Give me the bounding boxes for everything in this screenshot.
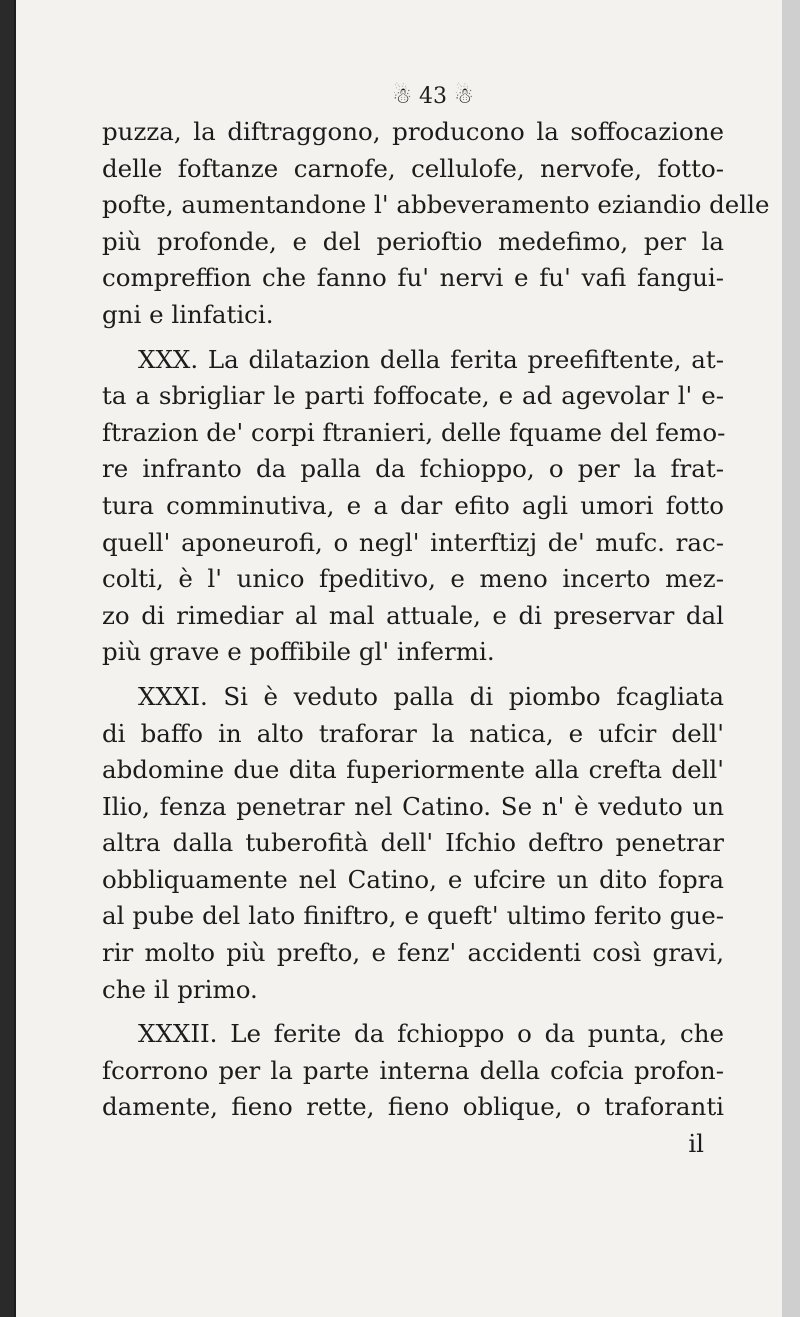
text-line: delle foftanze carnofe, cellulofe, nervofe, fotto- (102, 153, 724, 183)
text-line: fcorrono per la parte interna della cofcia profon- (102, 1055, 724, 1085)
page-text-block (102, 80, 770, 1163)
text-line: puzza, la diftraggono, producono la soffocazione (102, 117, 724, 146)
text-line: colti, è l' unico fpeditivo, e meno incerto mez- (102, 564, 724, 594)
text-line: più profonde, e del perioftio medefimo, per la (102, 226, 724, 256)
text-line: di baffo in alto traforar la natica, e ufcir dell' (102, 718, 724, 748)
book-gutter-shadow (0, 0, 14, 1317)
paragraph-gap (102, 671, 724, 679)
text-line: zo di rimediar al mal attuale, e di preservar dal (102, 600, 724, 630)
text-line: XXXII. Le ferite da fchioppo o da punta, che (138, 1019, 724, 1049)
text-line: altra dalla tuberofità dell' Ifchio deftro penetrar (102, 828, 724, 858)
text-line: pofte, aumentandone l' abbeveramento eziandio delle (102, 190, 770, 220)
catchword: il (688, 1129, 704, 1159)
text-line: che il primo. (102, 974, 258, 1004)
text-line: rir molto più prefto, e fenz' accidenti così gravi, (102, 938, 724, 968)
text-line: ftrazion de' corpi ftranieri, delle fquame del femo- (102, 417, 726, 447)
text-line: quell' aponeurofi, o negl' interftizj de' mufc. rac- (102, 527, 724, 557)
text-line: obbliquamente nel Catino, e ufcire un dito fopra (102, 864, 724, 894)
text-line: al pube del lato finiftro, e queft' ultimo ferito gue- (102, 901, 724, 931)
paragraph-gap (102, 1008, 724, 1016)
text-line: damente, fieno rette, fieno oblique, o traforanti (102, 1092, 724, 1122)
text-line: più grave e poffibile gl' infermi. (102, 637, 495, 667)
text-lines (102, 114, 770, 1126)
text-line: XXX. La dilatazion della ferita preefiftente, at- (138, 344, 724, 374)
page-edge-background (782, 0, 800, 1317)
text-line: Ilio, fenza penetrar nel Catino. Se n' è veduto un (102, 791, 724, 821)
text-line: abdomine due dita fuperiormente alla crefta dell' (102, 755, 724, 785)
text-line: tura comminutiva, e a dar efito agli umori fotto (102, 490, 724, 520)
text-line: ta a sbrigliar le parti foffocate, e ad agevolar l' e- (102, 381, 724, 411)
page-header-number: ☃ 43 ☃ (392, 84, 474, 109)
book-page (14, 0, 782, 1317)
text-line: re infranto da palla da fchioppo, o per la frat- (102, 454, 724, 484)
text-line: gni e linfatici. (102, 299, 274, 329)
text-line: XXXI. Si è veduto palla di piombo fcagliata (138, 681, 724, 711)
paragraph-gap (102, 334, 724, 342)
text-line: compreffion che fanno fu' nervi e fu' vafi fangui- (102, 263, 724, 293)
